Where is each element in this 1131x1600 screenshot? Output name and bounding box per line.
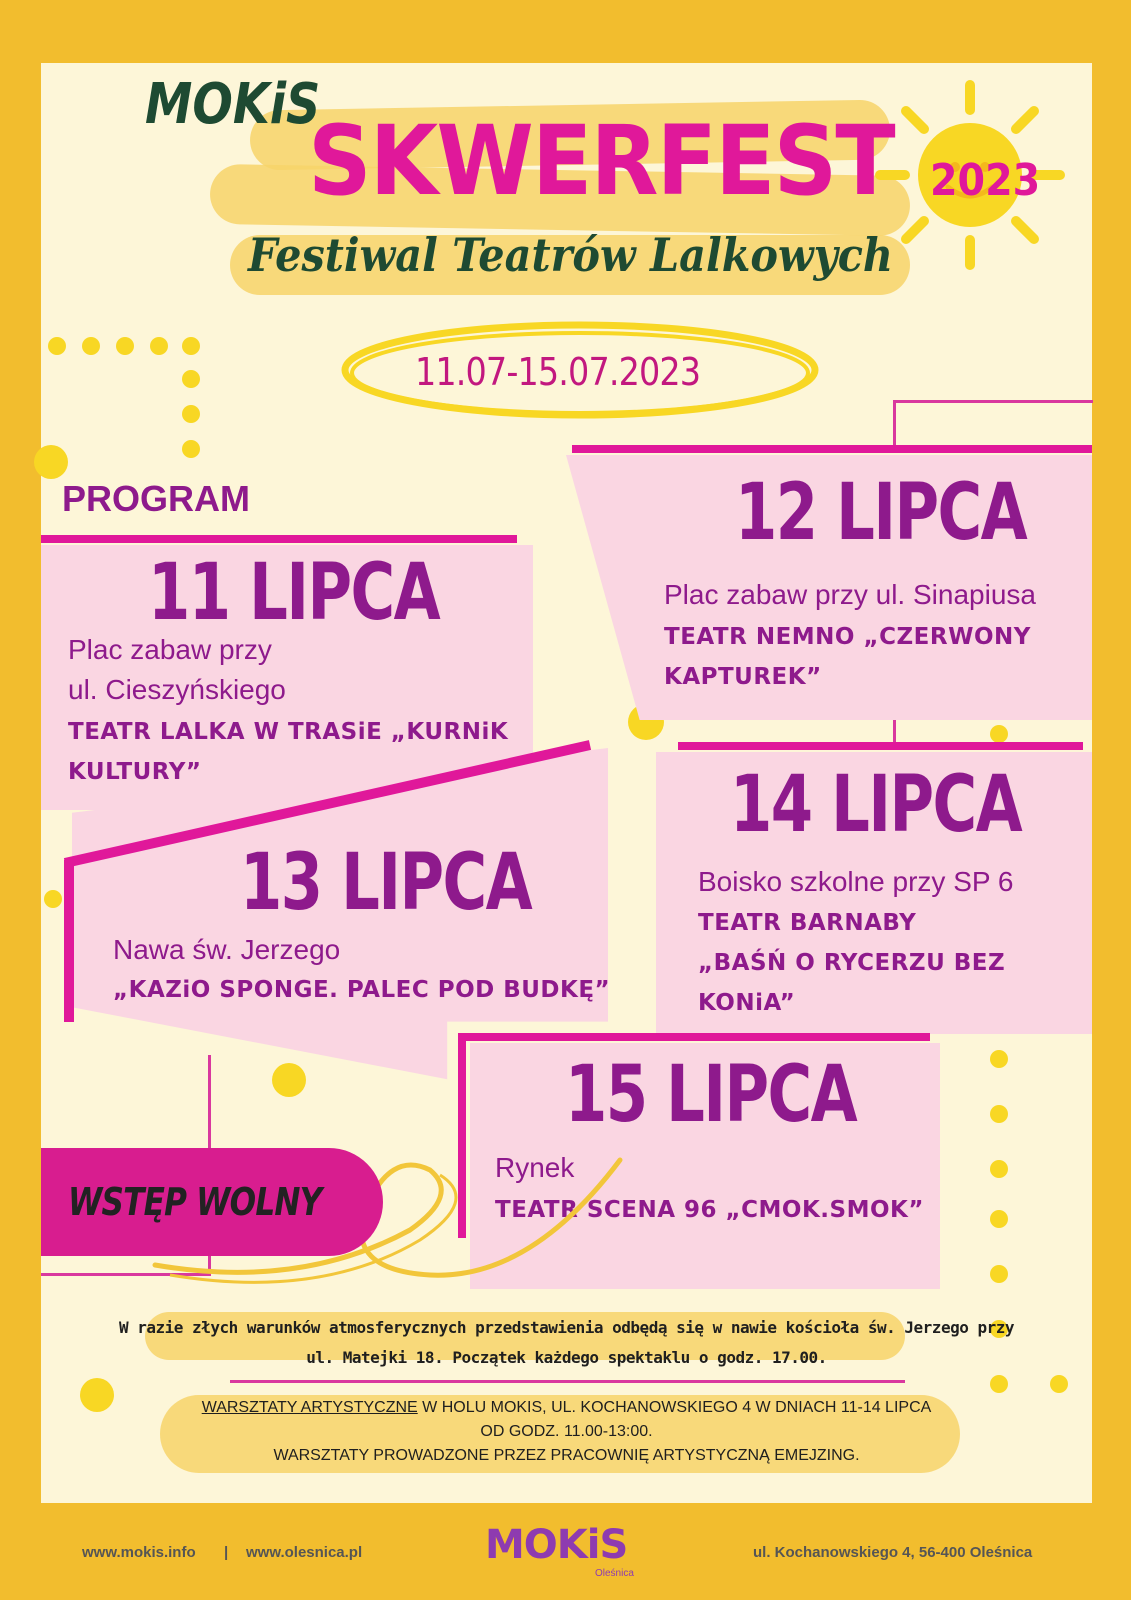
- day-show: TEATR NEMNO „CZERWONY: [664, 624, 1031, 650]
- decor-dot: [48, 337, 66, 355]
- festival-title: SKWERFEST: [308, 105, 894, 217]
- decor-dot: [182, 405, 200, 423]
- decor-dot: [272, 1063, 306, 1097]
- footer-link-mokis[interactable]: www.mokis.info: [82, 1544, 196, 1561]
- decor-dot: [182, 337, 200, 355]
- day-place: ul. Cieszyńskiego: [68, 674, 286, 705]
- footer-logo: [485, 1522, 655, 1582]
- day-show: „KAZiO SPONGE. PALEC POD BUDKĘ”: [113, 977, 611, 1003]
- entry-text: WSTĘP WOLNY: [68, 1180, 322, 1224]
- day-show: TEATR SCENA 96 „CMOK.SMOK”: [495, 1197, 924, 1223]
- festival-dates: 11.07-15.07.2023: [415, 350, 701, 394]
- decor-dot: [990, 1105, 1008, 1123]
- connector-line: [41, 535, 517, 543]
- workshops-link[interactable]: WARSZTATY ARTYSTYCZNE: [201, 1399, 418, 1416]
- decor-dot: [990, 1210, 1008, 1228]
- day-show: KAPTUREK”: [664, 664, 822, 690]
- decor-dot: [990, 1265, 1008, 1283]
- decor-dot: [182, 440, 200, 458]
- note-divider: [230, 1380, 905, 1383]
- weather-note-line1: W razie złych warunków atmosferycznych przedstawienia odbędą się w nawie kościoła św. Jerzego przy: [118, 1318, 1014, 1337]
- footer-link-olesnica[interactable]: www.olesnica.pl: [246, 1544, 363, 1561]
- day-date: 11 LIPCA: [148, 548, 440, 638]
- footer-logo-sub: Oleśnica: [595, 1568, 634, 1579]
- connector-line: [572, 445, 1092, 453]
- day-place: Plac zabaw przy ul. Sinapiusa: [664, 579, 1036, 610]
- workshops-line3: WARSZTATY PROWADZONE PRZEZ PRACOWNIĘ ARTYSTYCZNĄ EMEJZING.: [273, 1447, 860, 1464]
- day-place: Nawa św. Jerzego: [113, 934, 341, 965]
- day-place: Plac zabaw przy: [68, 634, 272, 665]
- day-show: KONiA”: [698, 990, 796, 1016]
- decor-dot: [116, 337, 134, 355]
- footer-separator: |: [224, 1544, 229, 1561]
- workshops-line1: W HOLU MOKIS, UL. KOCHANOWSKIEGO 4 W DNIACH 11-14 LIPCA: [417, 1399, 932, 1416]
- day-show: „BAŚŃ O RYCERZU BEZ: [698, 950, 1006, 976]
- day-show: KULTURY”: [68, 759, 202, 785]
- day-show: TEATR LALKA W TRASiE „KURNiK: [68, 719, 509, 745]
- decor-dot: [150, 337, 168, 355]
- workshops-line2: OD GODZ. 11.00-13:00.: [480, 1423, 653, 1440]
- footer-logo-text: MOKiS: [485, 1522, 628, 1568]
- day-show: TEATR BARNABY: [698, 910, 917, 936]
- day-date: 12 LIPCA: [735, 468, 1027, 558]
- day-date: 13 LIPCA: [240, 838, 532, 928]
- festival-subtitle: Festiwal Teatrów Lalkowych: [248, 228, 894, 282]
- day-date: 14 LIPCA: [730, 760, 1022, 850]
- connector-line: [678, 742, 1083, 750]
- decor-dot: [34, 445, 68, 479]
- footer-address: ul. Kochanowskiego 4, 56-400 Oleśnica: [753, 1544, 1033, 1561]
- decor-dot: [990, 1375, 1008, 1393]
- connector-line: [893, 720, 896, 742]
- decor-dot: [182, 370, 200, 388]
- program-label: PROGRAM: [62, 478, 250, 519]
- connector-line: [893, 400, 896, 445]
- decor-dot: [990, 1160, 1008, 1178]
- day-date: 15 LIPCA: [565, 1050, 857, 1140]
- weather-note-line2: ul. Matejki 18. Początek każdego spektaklu o godz. 17.00.: [306, 1348, 827, 1367]
- day-place: Boisko szkolne przy SP 6: [698, 866, 1014, 897]
- festival-year: 2023: [930, 155, 1041, 206]
- decor-dot: [82, 337, 100, 355]
- decor-dot: [990, 725, 1008, 743]
- decor-dot: [1050, 1375, 1068, 1393]
- brand-mokis: MOKiS: [145, 72, 321, 137]
- day-place: Rynek: [495, 1152, 575, 1183]
- connector-line: [458, 1033, 930, 1041]
- decor-dot: [990, 1050, 1008, 1068]
